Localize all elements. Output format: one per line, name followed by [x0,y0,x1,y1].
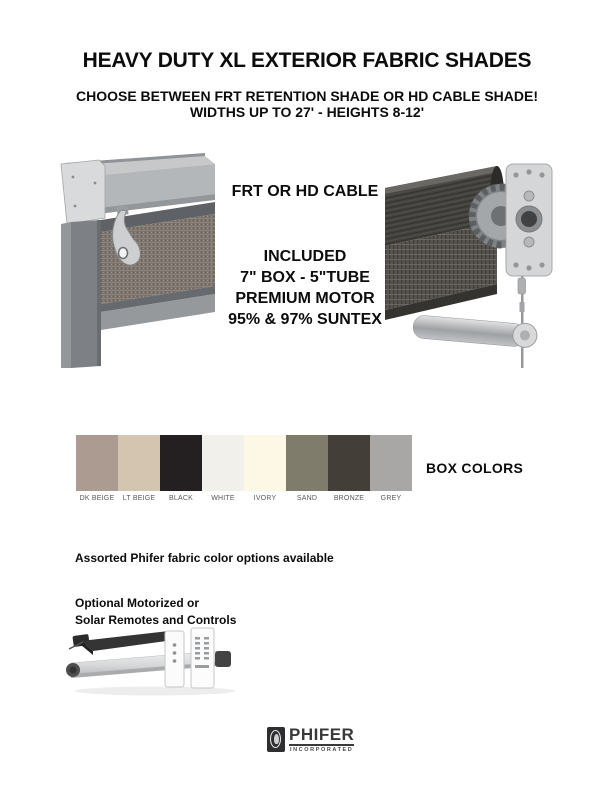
swatch-label: BLACK [169,495,193,502]
swatch-chip [76,435,118,491]
hd-cable-shade-photo [385,162,555,370]
page-title: HEAVY DUTY XL EXTERIOR FABRIC SHADES [82,49,532,72]
swatch-label: GREY [380,495,402,502]
swatch-chip [328,435,370,491]
swatch-chip [160,435,202,491]
swatch-chip [244,435,286,491]
controls-note-line-2: Solar Remotes and Controls [75,613,237,627]
brand-subtitle: INCORPORATED [289,747,354,753]
swatch-label: DK BEIGE [79,495,115,502]
swatch-label: SAND [296,495,318,502]
swatch-ivory [244,435,286,502]
logo-text [289,727,354,753]
swatch-chip [118,435,160,491]
remotes-illustration [65,625,240,697]
mounting-bracket [506,164,552,276]
subtitle-line-1: CHOOSE BETWEEN FRT RETENTION SHADE OR HD CABLE SHADE! [75,88,538,104]
swatch-chip [286,435,328,491]
included-line-3: PREMIUM MOTOR [235,290,375,307]
remotes-photo [65,625,240,697]
swatch-label: BRONZE [333,495,365,502]
bottom-bar [412,314,538,349]
swatch-label: WHITE [211,495,235,502]
included-line-1: INCLUDED [263,248,347,265]
phifer-logo [267,727,354,753]
remote-control-1 [165,631,184,687]
swatch-chip [370,435,412,491]
frt-shade-illustration [57,150,215,372]
swatch-sand [286,435,328,502]
controls-note [75,595,236,629]
swatch-chip [202,435,244,491]
fabric-options-note: Assorted Phifer fabric color options available [75,551,334,565]
hd-cable-shade-illustration [385,162,555,370]
included-line-2: 7" BOX - 5"TUBE [240,269,370,286]
emblem-crest [274,734,279,744]
box-color-swatch-row [76,435,412,502]
swatch-bronze [328,435,370,502]
logo-divider [289,744,354,746]
frt-or-hd-cable-heading: FRT OR HD CABLE [231,183,379,200]
swatch-label: LT BEIGE [122,495,156,502]
swatch-lt-beige [118,435,160,502]
swatch-label: IVORY [253,495,277,502]
swatch-white [202,435,244,502]
subtitle-line-2: WIDTHS UP TO 27' - HEIGHTS 8-12' [189,104,425,120]
box-colors-heading: BOX COLORS [426,460,524,476]
page-subtitle [0,88,614,120]
brand-name: PHIFER [289,725,355,744]
controls-note-line-1: Optional Motorized or [75,596,199,610]
included-specs [205,246,405,330]
swatch-black [160,435,202,502]
swatch-grey [370,435,412,502]
included-line-4: 95% & 97% SUNTEX [228,311,382,328]
frt-shade-photo [57,150,215,372]
phifer-emblem-icon [267,727,285,752]
solar-motor-bar [69,631,181,655]
remote-control-2 [191,628,214,688]
swatch-dk-beige [76,435,118,502]
